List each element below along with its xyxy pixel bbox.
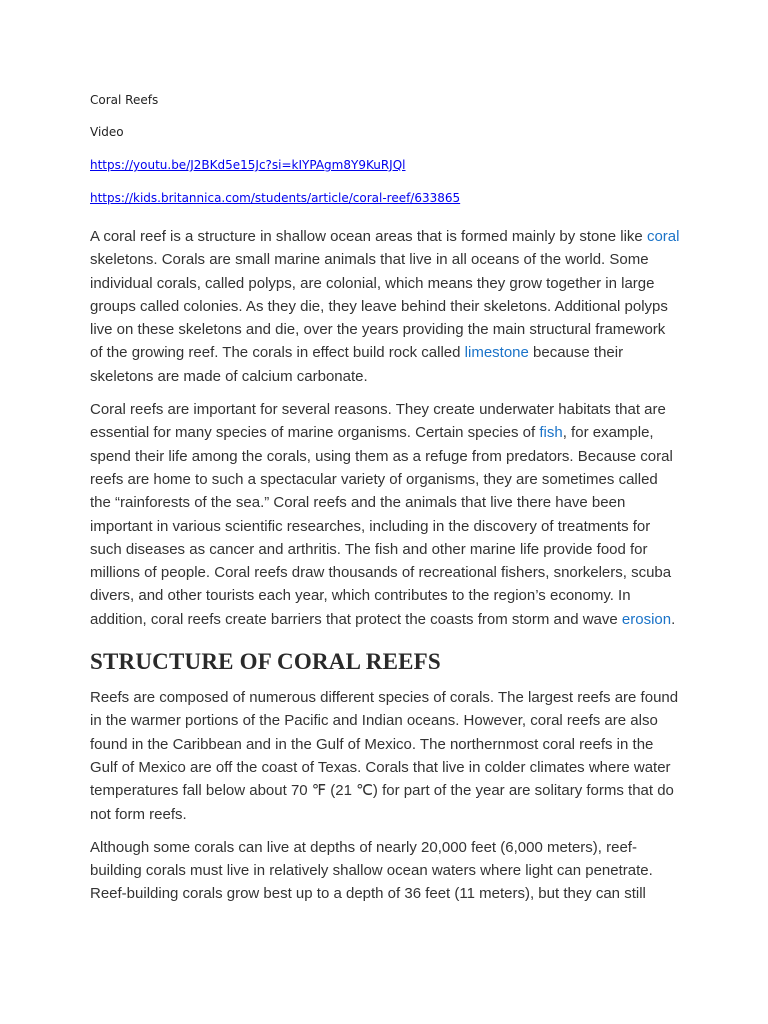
erosion-link[interactable]: erosion [621,610,672,628]
britannica-link[interactable]: https://kids.britannica.com/students/article/coral-reef/633865 [90,191,461,205]
fish-link[interactable]: fish [539,424,563,442]
youtube-link[interactable]: https://youtu.be/J2BKd5e15Jc?si=kIYPAgm8Y9KuRJQl [90,158,406,172]
paragraph-text: . [671,610,676,628]
paragraph-text: because their skeletons are made of calcium carbonate. [90,344,624,385]
paragraph-importance [90,398,680,631]
paragraph-text: Coral reefs are important for several reasons. They create underwater habitats that are essential for many species of marine organisms. Certain species of [90,401,666,442]
paragraph-text: A coral reef is a structure in shallow ocean areas that is formed mainly by stone like [90,228,647,245]
paragraph-structure: Reefs are composed of numerous different species of corals. The largest reefs are found in the warmer portions of the Pacific and Indian oceans. However, coral reefs are also found in the Caribbean and in the Gulf of Mexico. The northernmost coral reefs in the Gulf of Mexico are off the coast of Texas. Corals that live in colder climates where water temperatures fall below about 70 ℉ (21 ℃) for part of the year are solitary forms that do not form reefs. [90,689,679,823]
paragraph-depth: Although some corals can live at depths of nearly 20,000 feet (6,000 meters), reef-building corals must live in relatively shallow ocean waters where light can penetrate. Reef-building corals grow best up to a depth of 36 feet (11 meters), but they can still [90,838,653,903]
document-title: Coral Reefs [90,93,159,107]
paragraph-text: skeletons. Corals are small marine animals that live in all oceans of the world. Some individual corals, called polyps, are colonial, which means they grow together in large groups called colonies. As they die, they leave behind their skeletons. Additional polyps live on these skeletons and die, over the years providing the main structural framework of the growing reef. The corals in effect build rock called [90,251,668,362]
video-label: Video [90,125,124,139]
coral-link[interactable]: coral [646,228,680,245]
section-heading: STRUCTURE OF CORAL REEFS [90,649,441,675]
paragraph-text: , for example, spend their life among the corals, using them as a refuge from predators. Because coral reefs are home to such a spectacular variety of organisms, they are sometimes called the “rainforests of the sea.” Coral reefs and the animals that live there have been important in various scientific researches, including in the discovery of treatments for such diseases as cancer and arthritis. The fish and other marine life provide food for millions of people. Coral reefs draw thousands of recreational fishers, snorkelers, scuba divers, and other tourists each year, which contributes to the region’s economy. In addition, coral reefs create barriers that protect the coasts from storm and wave [90,424,673,628]
paragraph-intro [90,225,680,388]
limestone-link[interactable]: limestone [464,344,529,362]
document-page [90,92,680,906]
